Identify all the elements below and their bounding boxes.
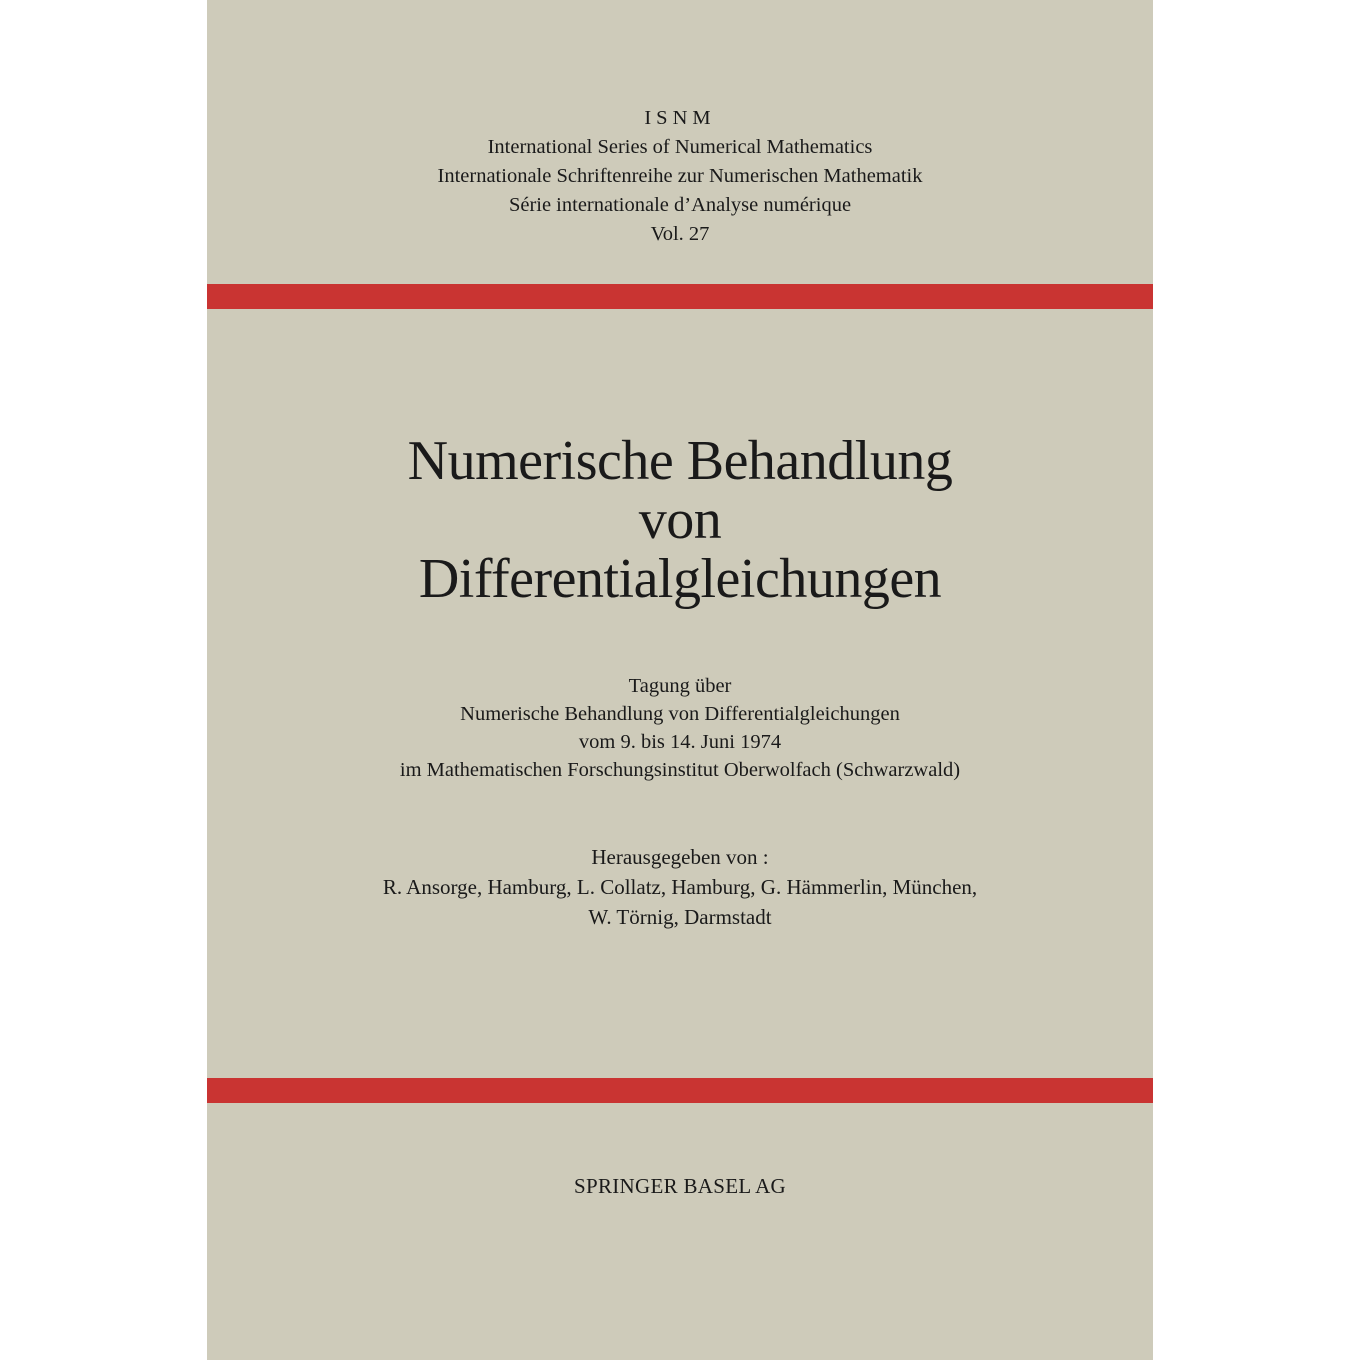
conference-line-2: Numerische Behandlung von Differentialgleichungen — [460, 703, 900, 725]
series-name-german: Internationale Schriftenreihe zur Numerischen Mathematik — [437, 165, 923, 187]
title-line-3: Differentialgleichungen — [418, 548, 942, 610]
conference-info — [207, 672, 1153, 784]
editors-block — [207, 842, 1153, 932]
title-line-2: von — [638, 489, 722, 551]
book-cover — [207, 0, 1153, 1360]
editors-heading: Herausgegeben von : — [591, 845, 769, 869]
bottom-accent-band — [207, 1078, 1153, 1103]
series-block — [207, 104, 1153, 249]
series-name-english: International Series of Numerical Mathematics — [487, 136, 873, 158]
book-title — [207, 432, 1153, 609]
series-acronym: ISNM — [644, 107, 716, 129]
conference-dates: vom 9. bis 14. Juni 1974 — [578, 731, 782, 753]
conference-line-1: Tagung über — [628, 675, 732, 697]
top-accent-band — [207, 284, 1153, 309]
publisher-name: SPRINGER BASEL AG — [573, 1174, 787, 1198]
title-line-1: Numerische Behandlung — [407, 430, 953, 492]
editors-line-2: W. Törnig, Darmstadt — [588, 905, 772, 929]
conference-venue: im Mathematischen Forschungsinstitut Oberwolfach (Schwarzwald) — [399, 759, 961, 781]
editors-line-1: R. Ansorge, Hamburg, L. Collatz, Hamburg, G. Hämmerlin, München, — [382, 875, 978, 899]
series-name-french: Série internationale d’Analyse numérique — [508, 194, 852, 216]
series-volume: Vol. 27 — [650, 223, 710, 245]
